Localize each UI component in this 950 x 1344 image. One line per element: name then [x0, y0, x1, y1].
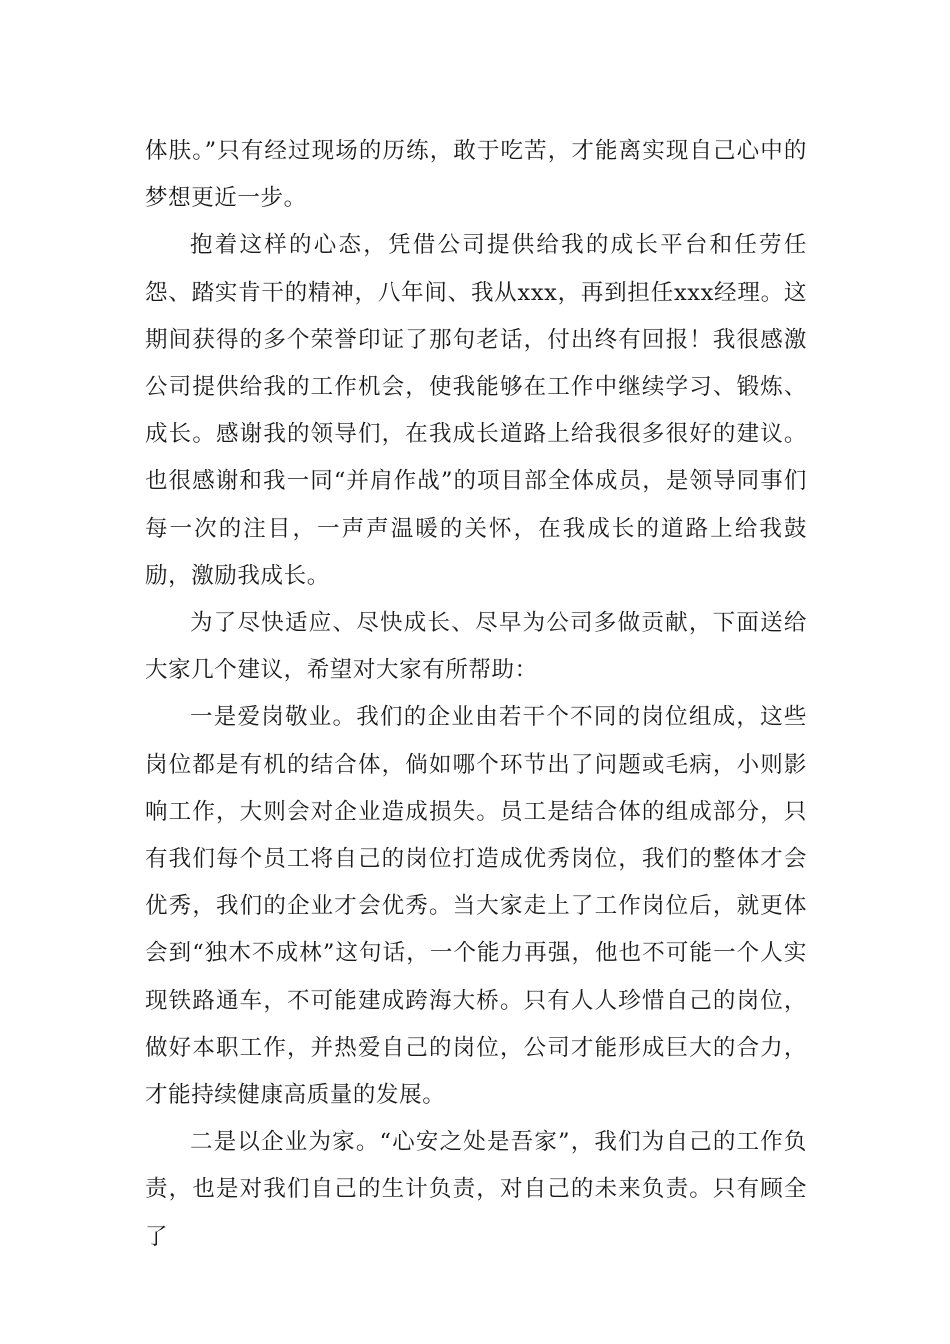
paragraph-2: 抱着这样的心态，凭借公司提供给我的成长平台和任劳任怨、踏实肯干的精神，八年间、我从xxx，再到担任xxx经理。这期间获得的多个荣誉印证了那句老话，付出终有回报！我很感激公司提供给我的工作机会，使我能够在工作中继续学习、锻炼、成长。感谢我的领导们，在我成长道路上给我很多很好的建议。也很感谢和我一同“并肩作战”的项目部全体成员，是领导同事们每一次的注目，一声声温暖的关怀，在我成长的道路上给我鼓励，激励我成长。: [145, 232, 807, 589]
paragraph-3: 为了尽快适应、尽快成长、尽早为公司多做贡献，下面送给大家几个建议，希望对大家有所帮助：: [145, 610, 807, 684]
paragraph-5: 二是以企业为家。“心安之处是吾家”，我们为自己的工作负责，也是对我们自己的生计负责，对自己的未来负责。只有顾全了: [145, 1129, 807, 1250]
paragraph-1: 体肤。”只有经过现场的历练，敢于吃苦，才能离实现自己心中的梦想更近一步。: [145, 138, 807, 212]
document-body: [145, 128, 807, 1261]
paragraph-4: 一是爱岗敬业。我们的企业由若干个不同的岗位组成，这些岗位都是有机的结合体，倘如哪个环节出了问题或毛病，小则影响工作，大则会对企业造成损失。员工是结合体的组成部分，只有我们每个员工将自己的岗位打造成优秀岗位，我们的整体才会优秀，我们的企业才会优秀。当大家走上了工作岗位后，就更体会到“独木不成林”这句话，一个能力再强，他也不可能一个人实现铁路通车，不可能建成跨海大桥。只有人人珍惜自己的岗位，做好本职工作，并热爱自己的岗位，公司才能形成巨大的合力，才能持续健康高质量的发展。: [145, 704, 807, 1109]
